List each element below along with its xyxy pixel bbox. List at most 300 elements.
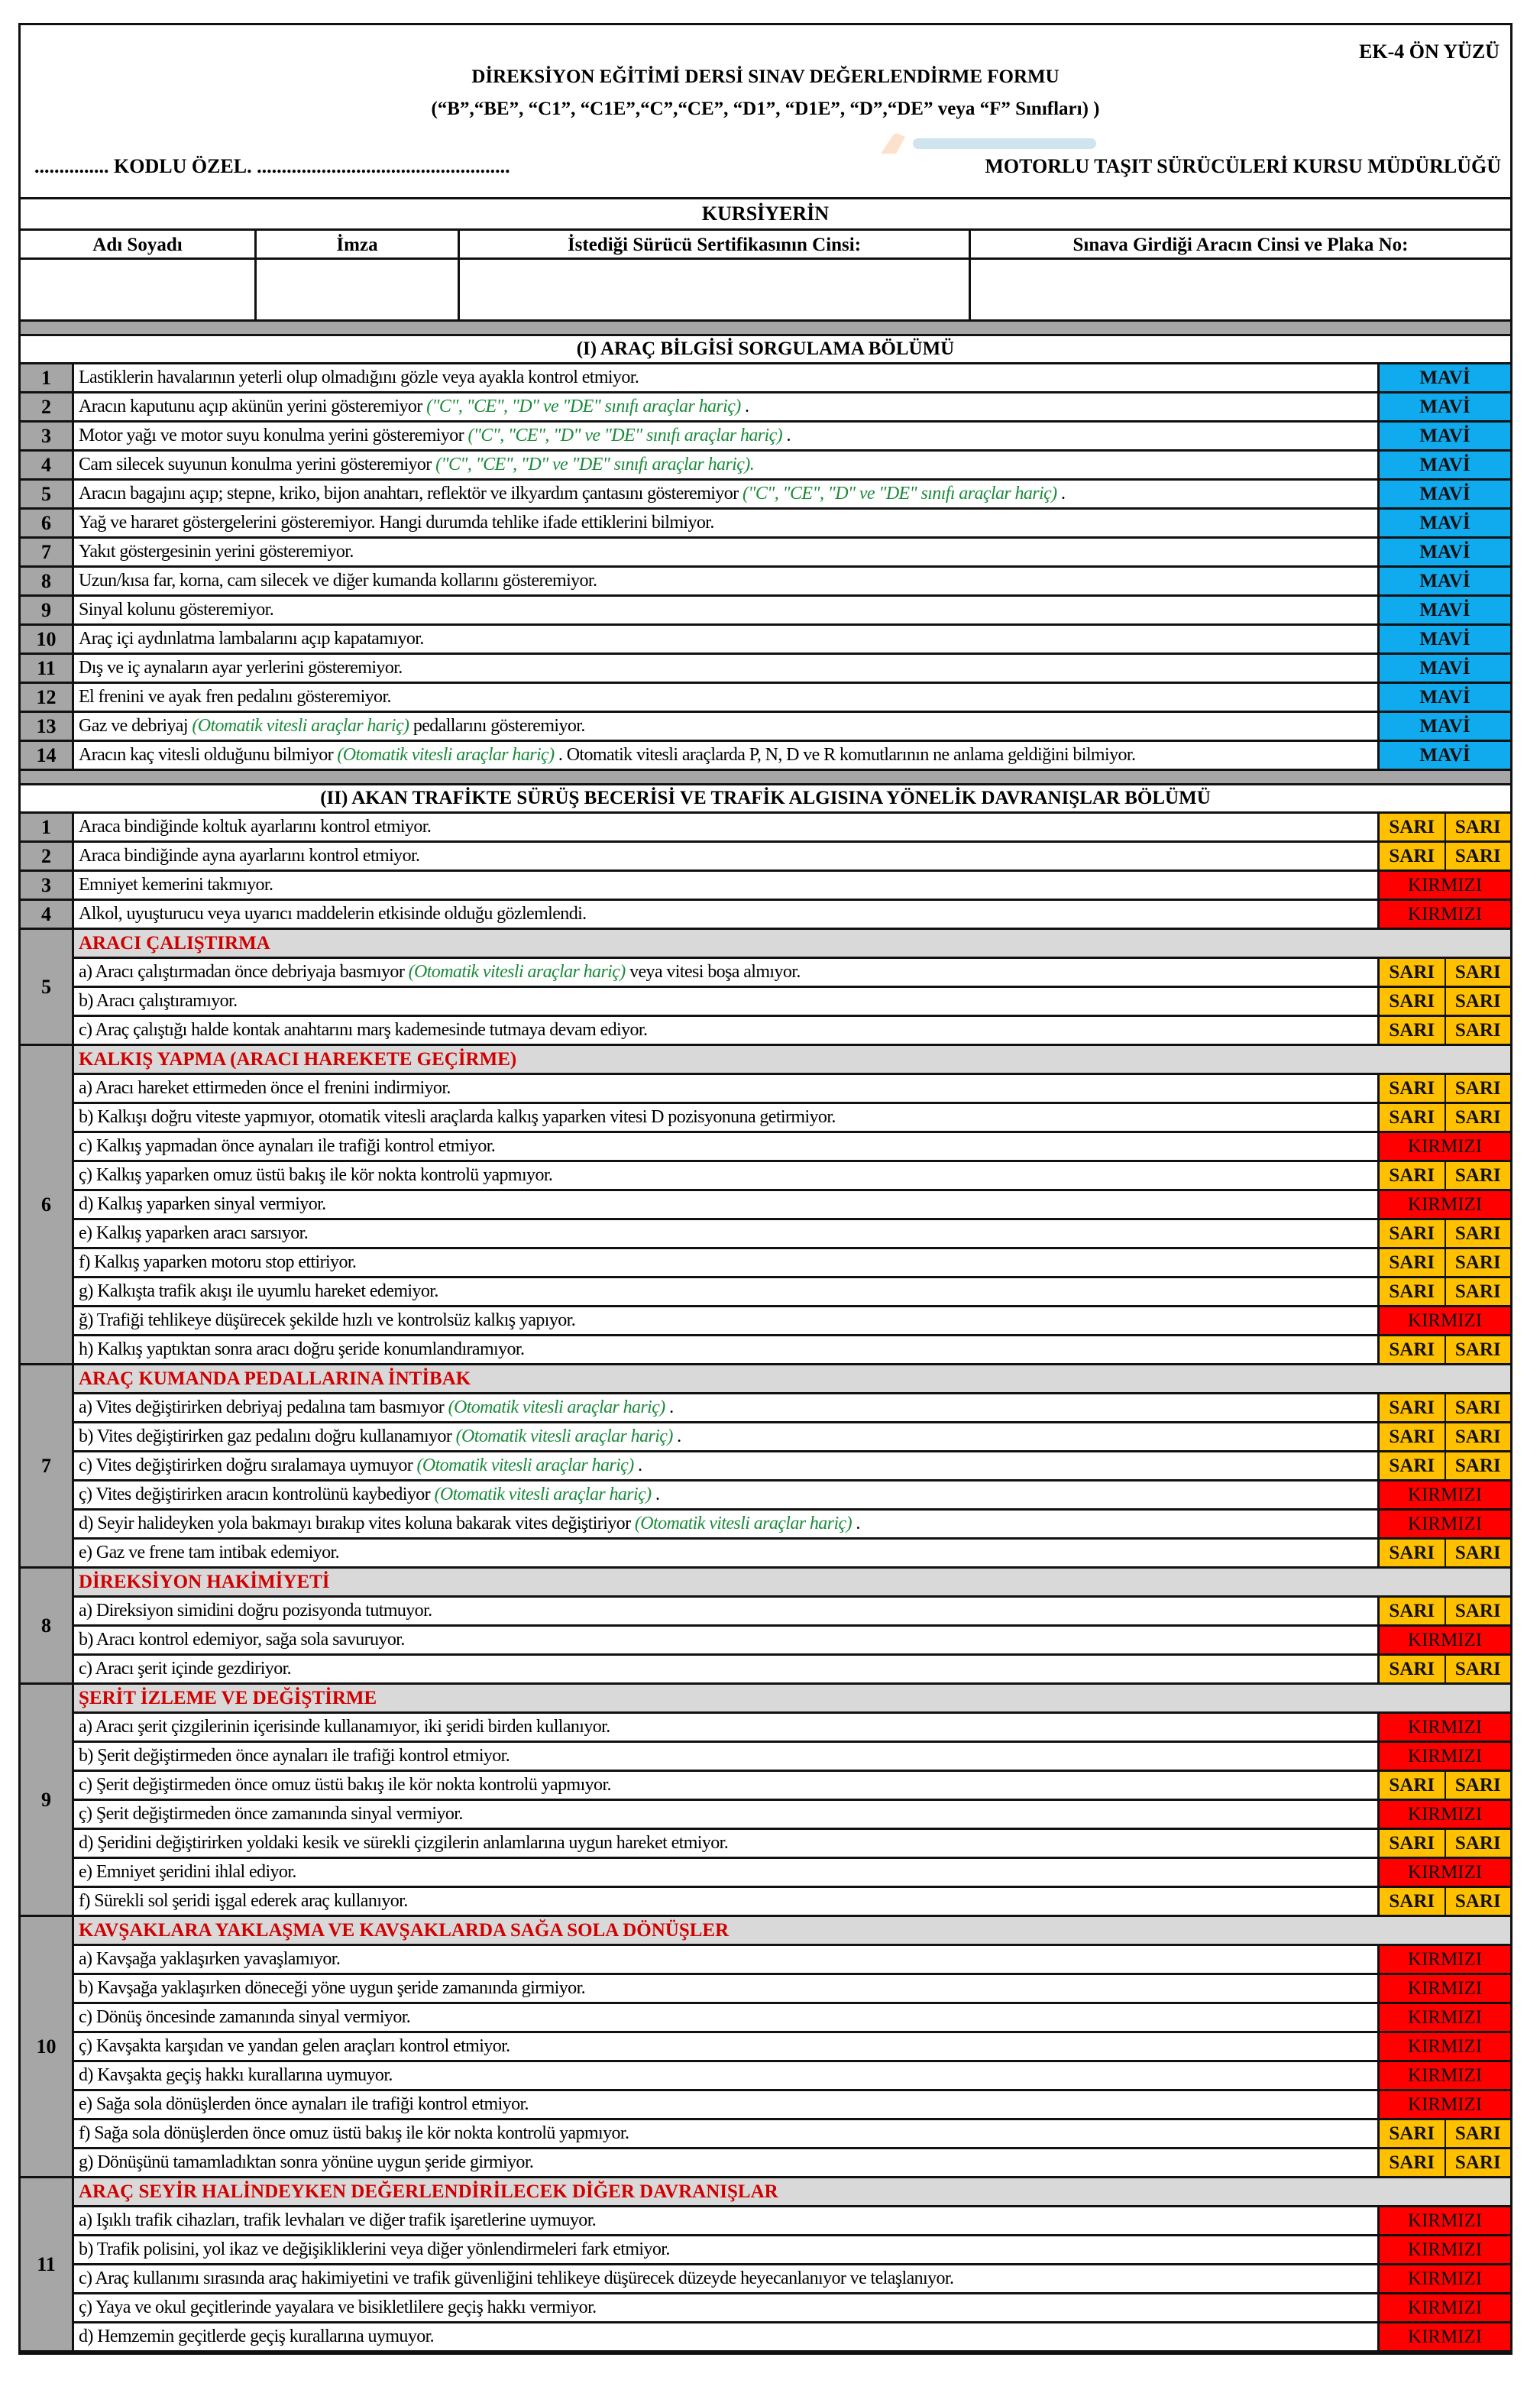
table-row <box>74 1452 1510 1481</box>
badge-sari-2[interactable]: SARI <box>1445 1278 1511 1305</box>
badge-sari-1[interactable]: SARI <box>1380 1452 1445 1479</box>
table-row <box>21 597 1510 626</box>
item-main-text: f) Sağa sola dönüşlerden önce omuz üstü bakış ile kör nokta kontrolü yapmıyor. <box>79 2123 629 2143</box>
group-number: 8 <box>21 1569 74 1682</box>
table-row <box>21 872 1510 901</box>
item-text <box>74 2294 1377 2321</box>
group-number: 11 <box>21 2178 74 2350</box>
item-text <box>74 2149 1377 2176</box>
table-row <box>21 655 1510 684</box>
severity-cell <box>1377 1336 1510 1363</box>
badge-mavi[interactable]: MAVİ <box>1380 655 1510 682</box>
item-main-text: d) Şeridini değiştirirken yoldaki kesik ve sürekli çizgilerin anlamlarına uygun hareket etmiyor. <box>79 1833 729 1853</box>
item-main-text: a) Direksiyon simidini doğru pozisyonda tutmuyor. <box>79 1601 432 1621</box>
item-main-text: b) Kalkışı doğru viteste yapmıyor, otomatik vitesli araçlarda kalkış yaparken vitesi D pozisyonuna getirmiyor. <box>79 1107 836 1127</box>
badge-mavi[interactable]: MAVİ <box>1380 452 1510 478</box>
item-main-text: Gaz ve debriyaj <box>79 716 192 736</box>
table-row <box>74 1946 1510 1975</box>
item-text <box>74 481 1377 507</box>
severity-cell <box>1377 1859 1510 1886</box>
item-exception-note: (Otomatik vitesli araçlar hariç) <box>448 1397 665 1417</box>
item-main-text: c) Şerit değiştirmeden önce omuz üstü bakış ile kör nokta kontrolü yapmıyor. <box>79 1775 611 1795</box>
severity-cell <box>1377 452 1510 478</box>
severity-cell <box>1377 1104 1510 1131</box>
item-text <box>74 2004 1377 2031</box>
badge-sari-2[interactable]: SARI <box>1445 2120 1511 2147</box>
item-main-text: Yağ ve hararet göstergelerini gösteremiyor. Hangi durumda tehlike ifade ettiklerini bilmiyor. <box>79 513 714 533</box>
severity-cell <box>1377 713 1510 740</box>
item-number: 11 <box>21 655 74 682</box>
separator-bar <box>21 771 1510 785</box>
badge-mavi[interactable]: MAVİ <box>1380 742 1510 769</box>
item-number: 2 <box>21 843 74 869</box>
item-trailing-text: pedallarını gösteremiyor. <box>409 716 585 736</box>
item-main-text: Araca bindiğinde koltuk ayarlarını kontrol etmiyor. <box>79 817 432 837</box>
item-group <box>21 1569 1510 1685</box>
item-main-text: f) Kalkış yaparken motoru stop ettiriyor. <box>79 1252 357 1272</box>
badge-sari-1[interactable]: SARI <box>1380 2120 1445 2147</box>
item-text <box>74 1627 1377 1653</box>
badge-sari-2[interactable]: SARI <box>1445 1888 1511 1915</box>
severity-cell <box>1377 1452 1510 1479</box>
item-main-text: Lastiklerin havalarının yeterli olup olmadığını gözle veya ayakla kontrol etmiyor. <box>79 368 639 387</box>
badge-sari-1[interactable]: SARI <box>1380 988 1445 1015</box>
badge-kirmizi[interactable]: KIRMIZI <box>1380 2091 1510 2118</box>
badge-sari-1[interactable]: SARI <box>1380 1278 1445 1305</box>
badge-sari-2[interactable]: SARI <box>1445 1017 1511 1044</box>
badge-mavi[interactable]: MAVİ <box>1380 393 1510 420</box>
badge-kirmizi[interactable]: KIRMIZI <box>1380 2062 1510 2089</box>
item-text <box>74 568 1377 594</box>
item-exception-note: (Otomatik vitesli araçlar hariç) <box>337 745 555 765</box>
badge-mavi[interactable]: MAVİ <box>1380 510 1510 536</box>
severity-cell <box>1377 364 1510 391</box>
severity-cell <box>1377 1511 1510 1537</box>
table-row <box>21 843 1510 872</box>
item-text <box>74 1133 1377 1160</box>
badge-sari-2[interactable]: SARI <box>1445 1598 1511 1624</box>
item-main-text: ğ) Trafiği tehlikeye düşürecek şekilde hızlı ve kontrolsüz kalkış yapıyor. <box>79 1310 576 1330</box>
badge-sari-2[interactable]: SARI <box>1445 1075 1511 1102</box>
badge-sari-1[interactable]: SARI <box>1380 1394 1445 1421</box>
item-trailing-text: . Otomatik vitesli araçlarda P, N, D ve R komutlarının ne anlama geldiğini bilmiyor. <box>554 745 1136 765</box>
item-text <box>74 423 1377 449</box>
item-main-text: e) Sağa sola dönüşlerden önce aynaları ile trafiği kontrol etmiyor. <box>79 2094 529 2114</box>
severity-cell <box>1377 1133 1510 1160</box>
item-exception-note: ("C", "CE", "D" ve "DE" sınıfı araçlar hariç). <box>435 455 755 474</box>
badge-mavi[interactable]: MAVİ <box>1380 568 1510 594</box>
severity-cell <box>1377 1801 1510 1828</box>
item-group <box>21 1046 1510 1365</box>
badge-sari-1[interactable]: SARI <box>1380 2149 1445 2176</box>
badge-sari-1[interactable]: SARI <box>1380 1423 1445 1450</box>
severity-cell <box>1377 1627 1510 1653</box>
badge-kirmizi[interactable]: KIRMIZI <box>1380 1975 1510 2002</box>
badge-sari-2[interactable]: SARI <box>1445 959 1511 986</box>
table-row <box>74 1627 1510 1656</box>
item-text <box>74 2033 1377 2060</box>
item-main-text: d) Kavşakta geçiş hakkı kurallarına uymuyor. <box>79 2065 393 2085</box>
badge-sari-1[interactable]: SARI <box>1380 1888 1445 1915</box>
severity-cell <box>1377 1394 1510 1421</box>
group-body <box>74 1365 1510 1566</box>
badge-kirmizi[interactable]: KIRMIZI <box>1380 2033 1510 2060</box>
badge-sari-2[interactable]: SARI <box>1445 1772 1511 1799</box>
item-text <box>74 2062 1377 2089</box>
group-body <box>74 1917 1510 2176</box>
group-title: DİREKSİYON HAKİMİYETİ <box>74 1569 1510 1598</box>
item-main-text: c) Araç çalıştığı halde kontak anahtarını marş kademesinde tutmaya devam ediyor. <box>79 1020 648 1040</box>
table-row <box>74 1133 1510 1162</box>
table-row <box>74 1162 1510 1191</box>
item-text <box>74 959 1377 986</box>
item-main-text: b) Aracı çalıştıramıyor. <box>79 991 238 1011</box>
item-number: 12 <box>21 684 74 711</box>
severity-cell <box>1377 423 1510 449</box>
form-title: DİREKSİYON EĞİTİMİ DERSİ SINAV DEĞERLENDİRME FORMU <box>471 66 1060 87</box>
group-title: ARAÇ SEYİR HALİNDEYKEN DEĞERLENDİRİLECEK DİĞER DAVRANIŞLAR <box>74 2178 1510 2207</box>
course-line <box>34 155 1501 178</box>
table-row <box>21 393 1510 423</box>
item-main-text: g) Dönüşünü tamamladıktan sonra yönüne uygun şeride girmiyor. <box>79 2152 534 2172</box>
item-exception-note: ("C", "CE", "D" ve "DE" sınıfı araçlar hariç) <box>426 397 741 416</box>
badge-kirmizi[interactable]: KIRMIZI <box>1380 1743 1510 1770</box>
watermark-logo <box>876 132 1105 155</box>
evaluation-form <box>18 23 1512 2355</box>
item-text <box>74 814 1377 840</box>
badge-sari-2[interactable]: SARI <box>1445 1452 1511 1479</box>
item-main-text: a) Aracı çalıştırmadan önce debriyaja basmıyor <box>79 962 409 982</box>
table-row <box>74 1481 1510 1511</box>
item-number: 1 <box>21 364 74 391</box>
table-row <box>74 1075 1510 1104</box>
severity-cell <box>1377 1075 1510 1102</box>
item-trailing-text: . <box>851 1514 860 1533</box>
item-number: 8 <box>21 568 74 594</box>
badge-mavi[interactable]: MAVİ <box>1380 626 1510 653</box>
item-text <box>74 1481 1377 1508</box>
severity-cell <box>1377 2004 1510 2031</box>
badge-sari-2[interactable]: SARI <box>1445 1540 1511 1566</box>
badge-kirmizi[interactable]: KIRMIZI <box>1380 2236 1510 2263</box>
item-main-text: d) Hemzemin geçitlerde geçiş kurallarına uymuyor. <box>79 2327 435 2346</box>
table-row <box>74 1598 1510 1627</box>
badge-sari-2[interactable]: SARI <box>1445 1220 1511 1247</box>
item-main-text: Emniyet kemerini takmıyor. <box>79 875 273 895</box>
severity-cell <box>1377 1481 1510 1508</box>
badge-sari-1[interactable]: SARI <box>1380 1656 1445 1682</box>
item-number: 3 <box>21 872 74 899</box>
severity-cell <box>1377 1946 1510 1973</box>
item-number: 4 <box>21 901 74 928</box>
group-number: 6 <box>21 1046 74 1363</box>
item-main-text: ç) Kavşakta karşıdan ve yandan gelen araçları kontrol etmiyor. <box>79 2036 510 2056</box>
item-main-text: d) Seyir halideyken yola bakmayı bırakıp vites koluna bakarak vites değiştiriyor <box>79 1514 635 1533</box>
item-group <box>21 1365 1510 1569</box>
table-row <box>74 1249 1510 1278</box>
item-text <box>74 1830 1377 1857</box>
item-trailing-text: . <box>740 397 749 416</box>
badge-kirmizi[interactable]: KIRMIZI <box>1380 2323 1510 2350</box>
badge-kirmizi[interactable]: KIRMIZI <box>1380 1307 1510 1334</box>
group-number: 9 <box>21 1685 74 1915</box>
item-text <box>74 843 1377 869</box>
severity-cell <box>1377 2149 1510 2176</box>
badge-sari-1[interactable]: SARI <box>1380 1830 1445 1857</box>
badge-kirmizi[interactable]: KIRMIZI <box>1380 872 1510 899</box>
group-number: 10 <box>21 1917 74 2176</box>
item-main-text: Yakıt göstergesinin yerini gösteremiyor. <box>79 542 354 562</box>
badge-sari-2[interactable]: SARI <box>1445 1104 1511 1131</box>
item-text <box>74 1017 1377 1044</box>
trainee-section-title: KURSİYERİN <box>21 199 1510 231</box>
badge-sari-1[interactable]: SARI <box>1380 1336 1445 1363</box>
badge-kirmizi[interactable]: KIRMIZI <box>1380 1481 1510 1508</box>
item-text <box>74 2265 1377 2292</box>
severity-cell <box>1377 1656 1510 1682</box>
table-row <box>74 1104 1510 1133</box>
badge-sari-2[interactable]: SARI <box>1445 1656 1511 1682</box>
badge-sari-1[interactable]: SARI <box>1380 1220 1445 1247</box>
table-row <box>21 481 1510 510</box>
badge-sari-2[interactable]: SARI <box>1445 843 1511 869</box>
item-text <box>74 1278 1377 1305</box>
watermark-bar <box>913 138 1096 149</box>
item-number: 5 <box>21 481 74 507</box>
table-row <box>74 1191 1510 1220</box>
item-text <box>74 2236 1377 2263</box>
item-text <box>74 1859 1377 1886</box>
badge-sari-1[interactable]: SARI <box>1380 1017 1445 1044</box>
item-main-text: Alkol, uyuşturucu veya uyarıcı maddelerin etkisinde olduğu gözlemlendi. <box>79 904 587 924</box>
item-text <box>74 1772 1377 1799</box>
item-number: 1 <box>21 814 74 840</box>
table-row <box>21 364 1510 393</box>
item-text <box>74 1394 1377 1421</box>
badge-sari-2[interactable]: SARI <box>1445 1336 1511 1363</box>
group-title: ŞERİT İZLEME VE DEĞİŞTİRME <box>74 1685 1510 1714</box>
badge-kirmizi[interactable]: KIRMIZI <box>1380 1511 1510 1537</box>
certificate-type-field[interactable] <box>460 260 971 319</box>
section-1-list <box>21 364 1510 771</box>
table-row <box>21 901 1510 930</box>
course-code-line: ............... KODLU ÖZEL. ................................................... <box>34 155 510 177</box>
item-text <box>74 1423 1377 1450</box>
severity-cell <box>1377 1975 1510 2002</box>
severity-cell <box>1377 2323 1510 2350</box>
badge-mavi[interactable]: MAVİ <box>1380 423 1510 449</box>
table-row <box>74 1307 1510 1336</box>
item-trailing-text: . <box>672 1426 681 1446</box>
item-main-text: b) Vites değiştirirken gaz pedalını doğru kullanamıyor <box>79 1426 456 1446</box>
group-body <box>74 1569 1510 1682</box>
item-text <box>74 2207 1377 2234</box>
item-text <box>74 684 1377 711</box>
badge-kirmizi[interactable]: KIRMIZI <box>1380 1627 1510 1653</box>
group-number: 5 <box>21 930 74 1044</box>
table-row <box>21 742 1510 771</box>
item-text <box>74 539 1377 565</box>
table-row <box>74 2265 1510 2294</box>
item-main-text: b) Aracı kontrol edemiyor, sağa sola savuruyor. <box>79 1630 405 1650</box>
badge-mavi[interactable]: MAVİ <box>1380 481 1510 507</box>
group-number: 7 <box>21 1365 74 1566</box>
item-main-text: Dış ve iç aynaların ayar yerlerini gösteremiyor. <box>79 658 403 678</box>
badge-sari-1[interactable]: SARI <box>1380 959 1445 986</box>
item-exception-note: (Otomatik vitesli araçlar hariç) <box>634 1514 852 1533</box>
item-group <box>21 930 1510 1046</box>
severity-cell <box>1377 1278 1510 1305</box>
badge-sari-2[interactable]: SARI <box>1445 1249 1511 1276</box>
item-text <box>74 1946 1377 1973</box>
severity-cell <box>1377 568 1510 594</box>
item-text <box>74 1888 1377 1915</box>
group-title: KALKIŞ YAPMA (ARACI HAREKETE GEÇİRME) <box>74 1046 1510 1075</box>
item-exception-note: (Otomatik vitesli araçlar hariç) <box>408 962 626 982</box>
signature-field[interactable] <box>257 260 460 319</box>
section-2-list <box>21 814 1510 930</box>
badge-mavi[interactable]: MAVİ <box>1380 539 1510 565</box>
severity-cell <box>1377 2207 1510 2234</box>
item-trailing-text: . <box>665 1397 674 1417</box>
col-certificate-type: İstediği Sürücü Sertifikasının Cinsi: <box>460 231 971 260</box>
separator-bar <box>21 322 1510 336</box>
badge-kirmizi[interactable]: KIRMIZI <box>1380 2207 1510 2234</box>
badge-kirmizi[interactable]: KIRMIZI <box>1380 1859 1510 1886</box>
item-main-text: e) Emniyet şeridini ihlal ediyor. <box>79 1862 296 1882</box>
annex-label: EK-4 ÖN YÜZÜ <box>1359 40 1500 63</box>
badge-sari-2[interactable]: SARI <box>1445 814 1511 840</box>
group-body <box>74 930 1510 1044</box>
severity-cell <box>1377 626 1510 653</box>
table-row <box>74 1801 1510 1830</box>
table-row <box>74 1656 1510 1682</box>
name-surname-field[interactable] <box>21 260 257 319</box>
item-main-text: c) Aracı şerit içinde gezdiriyor. <box>79 1659 292 1679</box>
item-main-text: ç) Kalkış yaparken omuz üstü bakış ile kör nokta kontrolü yapmıyor. <box>79 1165 553 1185</box>
badge-sari-1[interactable]: SARI <box>1380 1540 1445 1566</box>
item-number: 7 <box>21 539 74 565</box>
item-main-text: c) Kalkış yapmadan önce aynaları ile trafiği kontrol etmiyor. <box>79 1136 496 1156</box>
badge-kirmizi[interactable]: KIRMIZI <box>1380 2265 1510 2292</box>
badge-mavi[interactable]: MAVİ <box>1380 684 1510 711</box>
item-trailing-text: . <box>651 1485 660 1504</box>
vehicle-plate-field[interactable] <box>971 260 1510 319</box>
item-group <box>21 2178 1510 2353</box>
badge-kirmizi[interactable]: KIRMIZI <box>1380 2004 1510 2031</box>
badge-kirmizi[interactable]: KIRMIZI <box>1380 1801 1510 1828</box>
badge-sari-1[interactable]: SARI <box>1380 1249 1445 1276</box>
table-row <box>74 988 1510 1017</box>
table-row <box>74 1888 1510 1915</box>
badge-mavi[interactable]: MAVİ <box>1380 713 1510 740</box>
item-text <box>74 2120 1377 2147</box>
table-row <box>74 2294 1510 2323</box>
severity-cell <box>1377 2294 1510 2321</box>
item-main-text: e) Gaz ve frene tam intibak edemiyor. <box>79 1543 339 1562</box>
badge-sari-1[interactable]: SARI <box>1380 1772 1445 1799</box>
severity-cell <box>1377 901 1510 928</box>
table-row <box>74 2323 1510 2350</box>
badge-sari-2[interactable]: SARI <box>1445 988 1511 1015</box>
item-main-text: b) Şerit değiştirmeden önce aynaları ile trafiği kontrol etmiyor. <box>79 1746 510 1766</box>
table-row <box>74 1423 1510 1452</box>
col-vehicle-plate: Sınava Girdiği Aracın Cinsi ve Plaka No: <box>971 231 1510 260</box>
badge-mavi[interactable]: MAVİ <box>1380 597 1510 623</box>
item-exception-note: (Otomatik vitesli araçlar hariç) <box>455 1426 673 1446</box>
severity-cell <box>1377 539 1510 565</box>
item-text <box>74 1075 1377 1102</box>
severity-cell <box>1377 1162 1510 1189</box>
item-text <box>74 452 1377 478</box>
item-text <box>74 1249 1377 1276</box>
severity-cell <box>1377 1714 1510 1741</box>
item-main-text: ç) Yaya ve okul geçitlerinde yayalara ve bisikletlilere geçiş hakkı vermiyor. <box>79 2298 597 2317</box>
item-text <box>74 1220 1377 1247</box>
item-number: 14 <box>21 742 74 769</box>
badge-sari-2[interactable]: SARI <box>1445 2149 1511 2176</box>
group-body <box>74 1046 1510 1363</box>
badge-sari-2[interactable]: SARI <box>1445 1830 1511 1857</box>
badge-sari-2[interactable]: SARI <box>1445 1162 1511 1189</box>
item-text <box>74 1656 1377 1682</box>
badge-mavi[interactable]: MAVİ <box>1380 364 1510 391</box>
severity-cell <box>1377 1220 1510 1247</box>
group-body <box>74 1685 1510 1915</box>
item-main-text: a) Işıklı trafik cihazları, trafik levhaları ve diğer trafik işaretlerine uymuyor. <box>79 2210 597 2230</box>
badge-kirmizi[interactable]: KIRMIZI <box>1380 901 1510 928</box>
badge-sari-1[interactable]: SARI <box>1380 1075 1445 1102</box>
badge-sari-2[interactable]: SARI <box>1445 1394 1511 1421</box>
table-row <box>74 2120 1510 2149</box>
badge-kirmizi[interactable]: KIRMIZI <box>1380 1133 1510 1160</box>
severity-cell <box>1377 1830 1510 1857</box>
severity-cell <box>1377 2120 1510 2147</box>
item-text <box>74 2323 1377 2350</box>
table-row <box>74 1017 1510 1044</box>
table-row <box>74 959 1510 988</box>
severity-cell <box>1377 2062 1510 2089</box>
badge-kirmizi[interactable]: KIRMIZI <box>1380 1714 1510 1741</box>
item-main-text: Sinyal kolunu gösteremiyor. <box>79 600 274 620</box>
col-signature: İmza <box>257 231 460 260</box>
table-row <box>74 1714 1510 1743</box>
group-title: ARACI ÇALIŞTIRMA <box>74 930 1510 959</box>
item-trailing-text: . <box>782 426 791 445</box>
badge-sari-1[interactable]: SARI <box>1380 1162 1445 1189</box>
item-text <box>74 1714 1377 1741</box>
item-text <box>74 626 1377 653</box>
trainee-grid <box>21 231 1510 322</box>
badge-kirmizi[interactable]: KIRMIZI <box>1380 1191 1510 1218</box>
col-name-surname: Adı Soyadı <box>21 231 257 260</box>
severity-cell <box>1377 988 1510 1015</box>
table-row <box>74 1511 1510 1540</box>
badge-kirmizi[interactable]: KIRMIZI <box>1380 2294 1510 2321</box>
badge-sari-2[interactable]: SARI <box>1445 1423 1511 1450</box>
badge-sari-1[interactable]: SARI <box>1380 814 1445 840</box>
item-number: 3 <box>21 423 74 449</box>
group-body <box>74 2178 1510 2350</box>
item-text <box>74 901 1377 928</box>
badge-sari-1[interactable]: SARI <box>1380 843 1445 869</box>
badge-sari-1[interactable]: SARI <box>1380 1104 1445 1131</box>
badge-kirmizi[interactable]: KIRMIZI <box>1380 1946 1510 1973</box>
item-exception-note: (Otomatik vitesli araçlar hariç) <box>416 1456 634 1475</box>
badge-sari-1[interactable]: SARI <box>1380 1598 1445 1624</box>
table-row <box>74 1975 1510 2004</box>
group-title: ARAÇ KUMANDA PEDALLARINA İNTİBAK <box>74 1365 1510 1394</box>
